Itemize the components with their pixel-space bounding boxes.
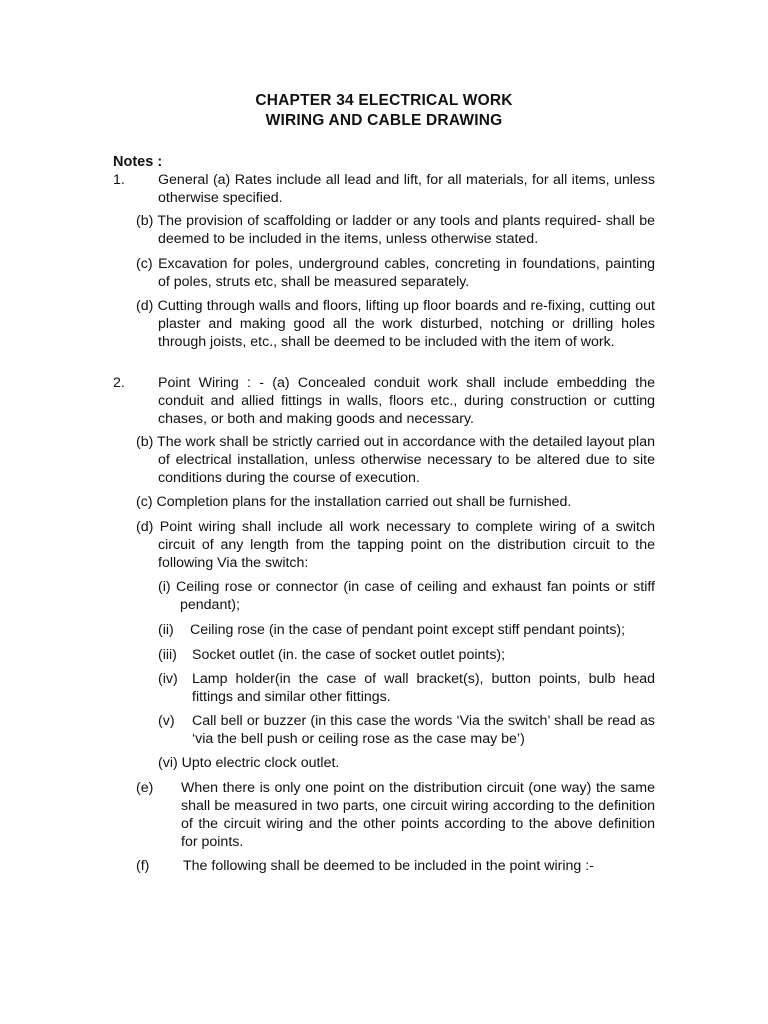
note-2d: (d) Point wiring shall include all work necessary to complete wiring of a switch circuit of any length from the tapping point on the distribution circuit to the following Via the switch:: [136, 519, 655, 571]
note-1c: (c) Excavation for poles, underground cables, concreting in foundations, painting of poles, struts etc, shall be measured separately.: [136, 256, 655, 290]
subitem-i: (i) Ceiling rose or connector (in case of ceiling and exhaust fan points or stiff pendant);: [158, 579, 655, 613]
note-1b: (b) The provision of scaffolding or ladder or any tools and plants required- shall be deemed to be included in the items, unless otherwise stated.: [136, 213, 655, 247]
subitem-iii-marker: (iii): [158, 647, 177, 663]
subitem-vi: (vi) Upto electric clock outlet.: [158, 755, 340, 771]
note-2f: The following shall be deemed to be included in the point wiring :-: [183, 858, 594, 874]
subitem-iii: Socket outlet (in. the case of socket outlet points);: [192, 647, 506, 663]
subitem-v-marker: (v): [158, 713, 175, 729]
note-2b: (b) The work shall be strictly carried out in accordance with the detailed layout plan of electrical installation, unless otherwise necessary to be altered due to site conditions during the course of execution.: [136, 434, 655, 486]
subitem-iv-marker: (iv): [158, 671, 178, 687]
subitem-ii: Ceiling rose (in the case of pendant point except stiff pendant points);: [190, 622, 626, 638]
subitem-iv: Lamp holder(in the case of wall bracket(s), button points, bulb head fittings and similar other fittings.: [192, 671, 655, 705]
subitem-v: Call bell or buzzer (in this case the words ‘Via the switch’ shall be read as ‘via the bell push or ceiling rose as the case may be’): [192, 713, 655, 747]
notes-heading: Notes :: [113, 154, 163, 170]
note-2c: (c) Completion plans for the installation carried out shall be furnished.: [136, 494, 572, 510]
note-1d: (d) Cutting through walls and floors, lifting up floor boards and re-fixing, cutting out plaster and making good all the work disturbed, notching or drilling holes through joists, etc., shall be deemed to be included with the item of work.: [136, 298, 655, 350]
note-1a: General (a) Rates include all lead and lift, for all materials, for all items, unless otherwise specified.: [158, 172, 655, 206]
subitem-ii-marker: (ii): [158, 622, 174, 638]
chapter-subtitle: WIRING AND CABLE DRAWING: [265, 112, 503, 129]
chapter-title: CHAPTER 34 ELECTRICAL WORK: [255, 92, 513, 109]
item-number-1: 1.: [113, 172, 125, 188]
note-2a: Point Wiring : - (a) Concealed conduit work shall include embedding the conduit and allied fittings in walls, floors etc., during construction or cutting chases, or both and making goods and necessary.: [158, 375, 655, 427]
item-number-2: 2.: [113, 375, 125, 391]
note-2e: When there is only one point on the distribution circuit (one way) the same shall be measured in two parts, one circuit wiring according to the definition of the circuit wiring and the other points according to the above definition for points.: [181, 780, 655, 850]
note-2e-marker: (e): [136, 780, 154, 796]
note-2f-marker: (f): [136, 858, 150, 874]
